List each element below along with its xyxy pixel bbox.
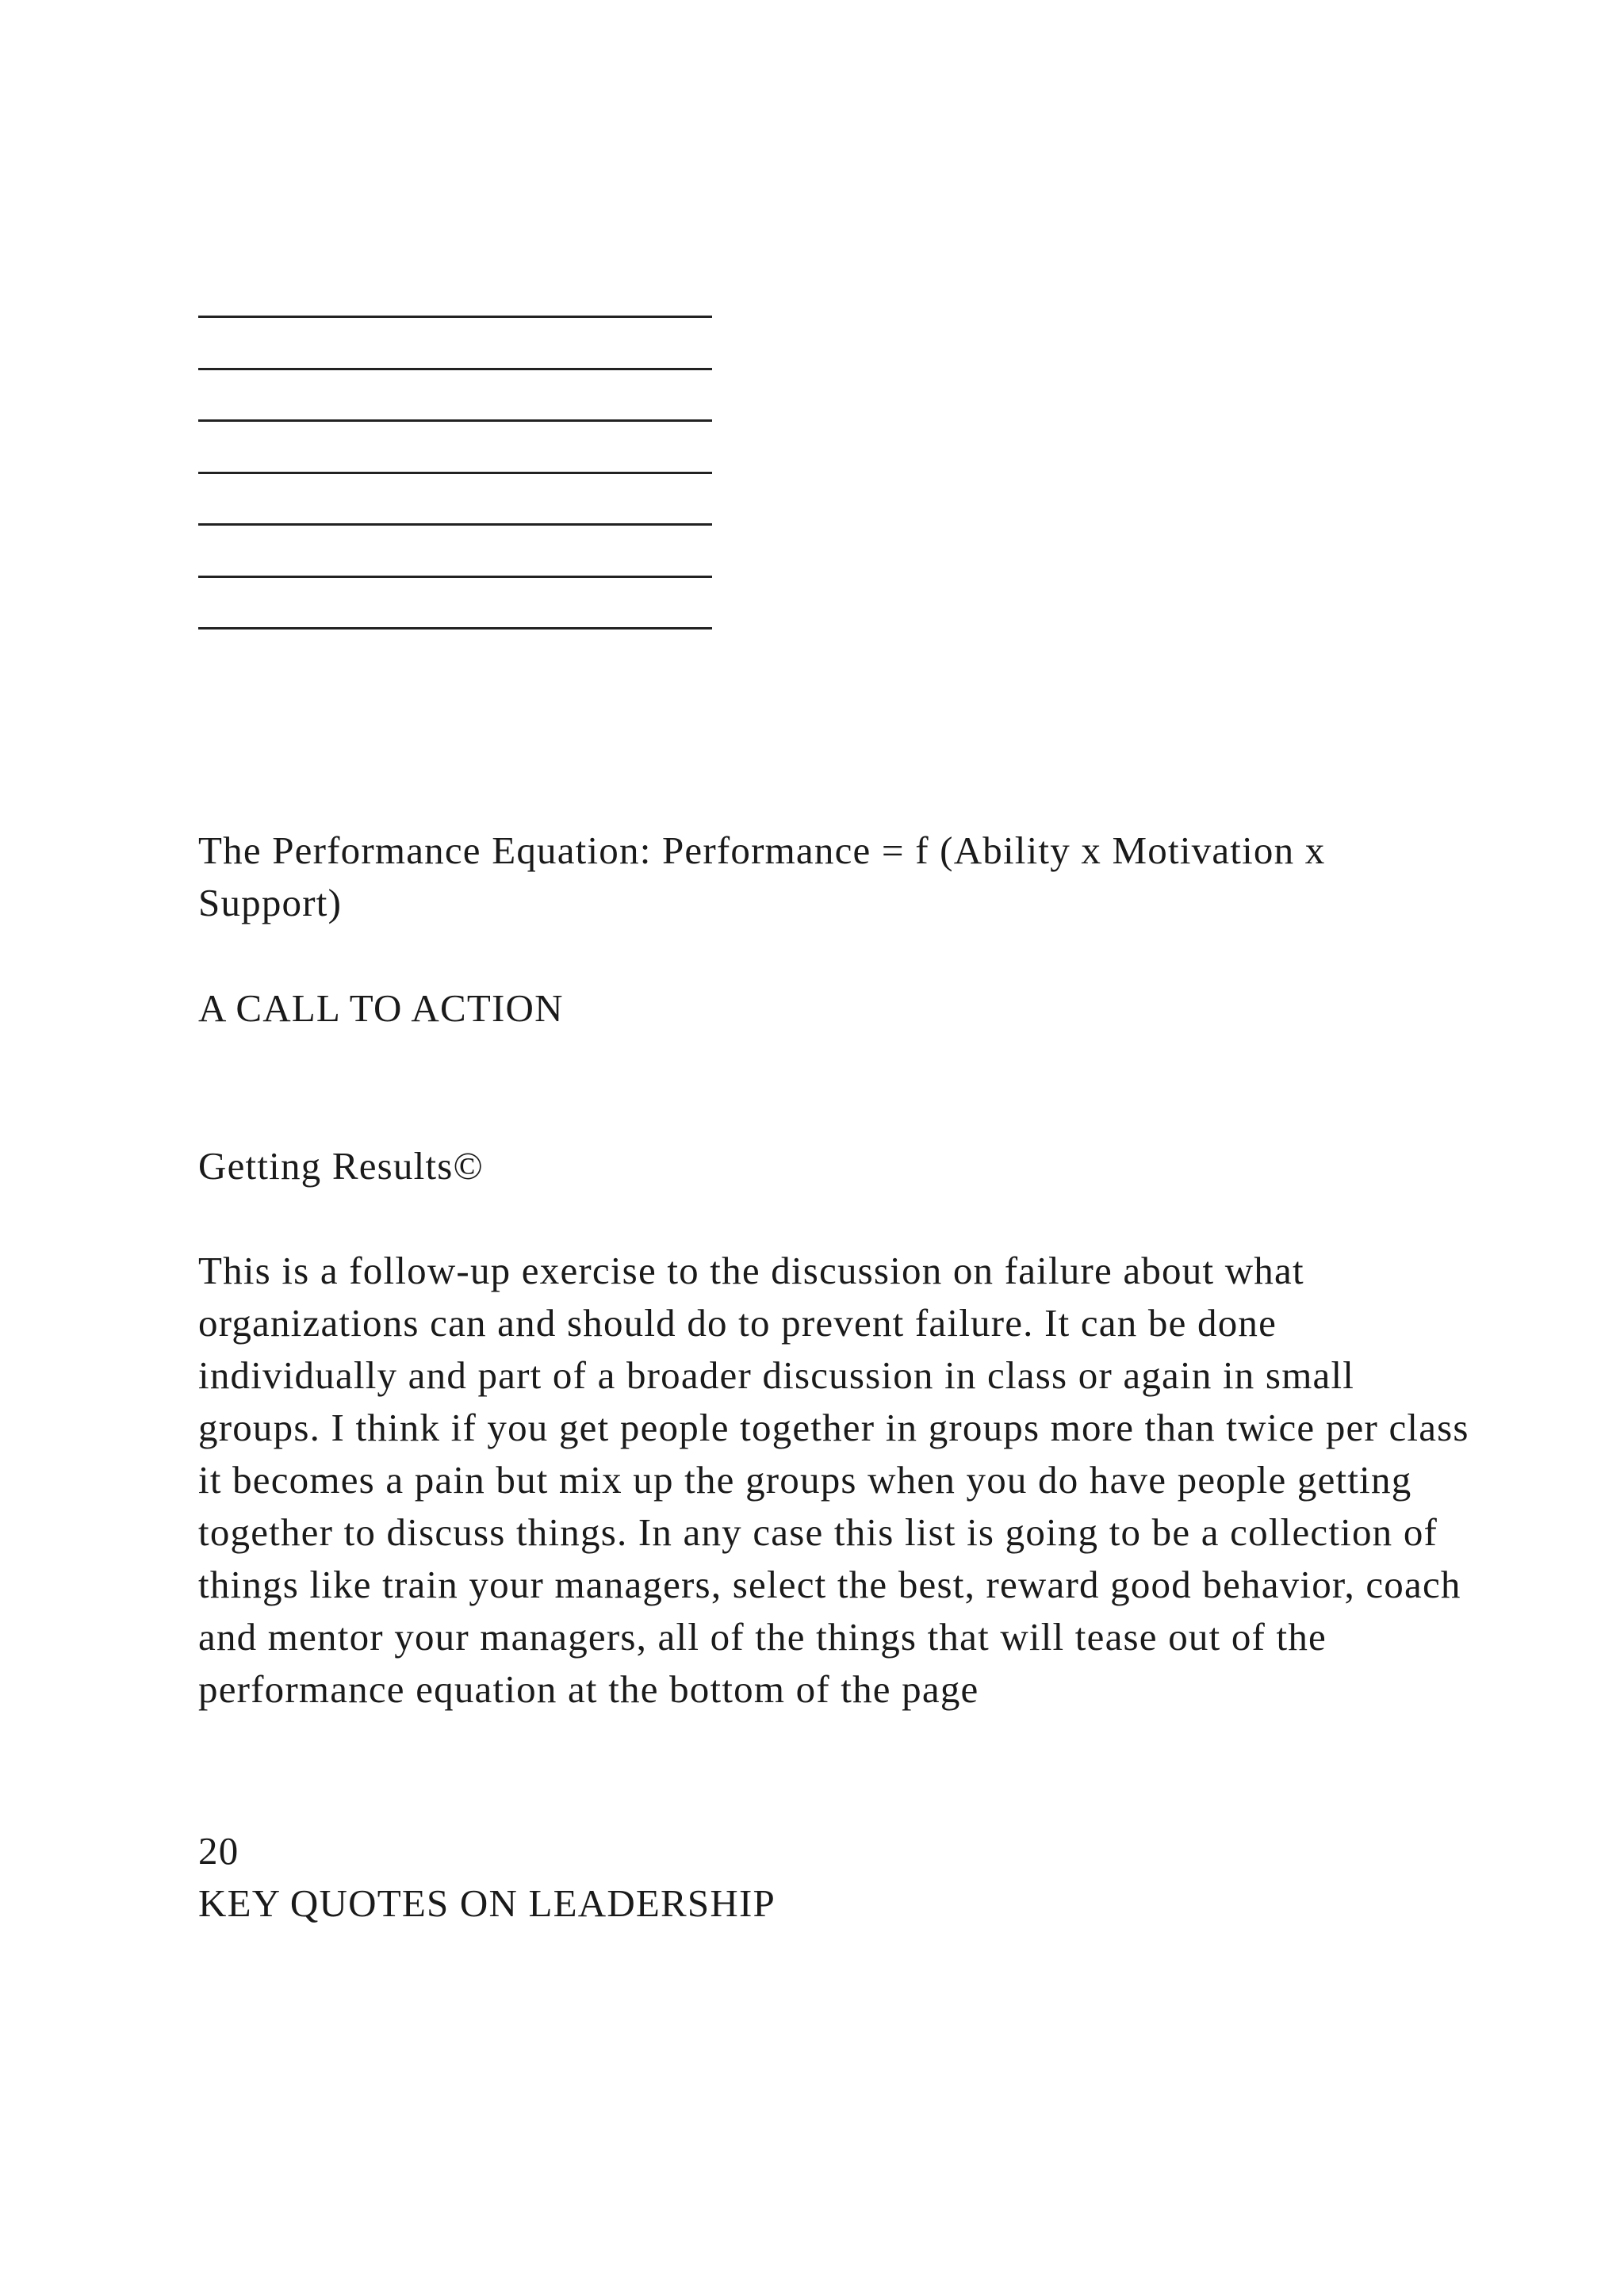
blank-answer-line: [198, 472, 712, 474]
section-title: Getting Results©: [198, 1144, 484, 1188]
body-paragraph: This is a follow-up exercise to the discussion on failure about what organizations can and should do to prevent failure. It can be done individually and part of a broader discussion in class or again in small groups. I think if you get people together in groups more than twice per class it becomes a pain but mix up the groups when you do have people getting together to discuss things. In any case this list is going to be a collection of things like train your managers, select the best, reward good behavior, coach and mentor your managers, all of the things that will tease out of the performance equation at the bottom of the page: [198, 1249, 1480, 1711]
blank-answer-line: [198, 368, 712, 370]
call-to-action-heading: A CALL TO ACTION: [198, 986, 564, 1030]
footer-title: KEY QUOTES ON LEADERSHIP: [198, 1881, 776, 1925]
blank-answer-lines: [198, 316, 722, 679]
blank-answer-line: [198, 627, 712, 629]
performance-equation: The Performance Equation: Performance = f (Ability x Motivation x Support): [198, 828, 1336, 924]
blank-answer-line: [198, 316, 712, 318]
blank-answer-line: [198, 419, 712, 422]
blank-answer-line: [198, 576, 712, 578]
page-number: 20: [198, 1829, 239, 1873]
blank-answer-line: [198, 523, 712, 526]
